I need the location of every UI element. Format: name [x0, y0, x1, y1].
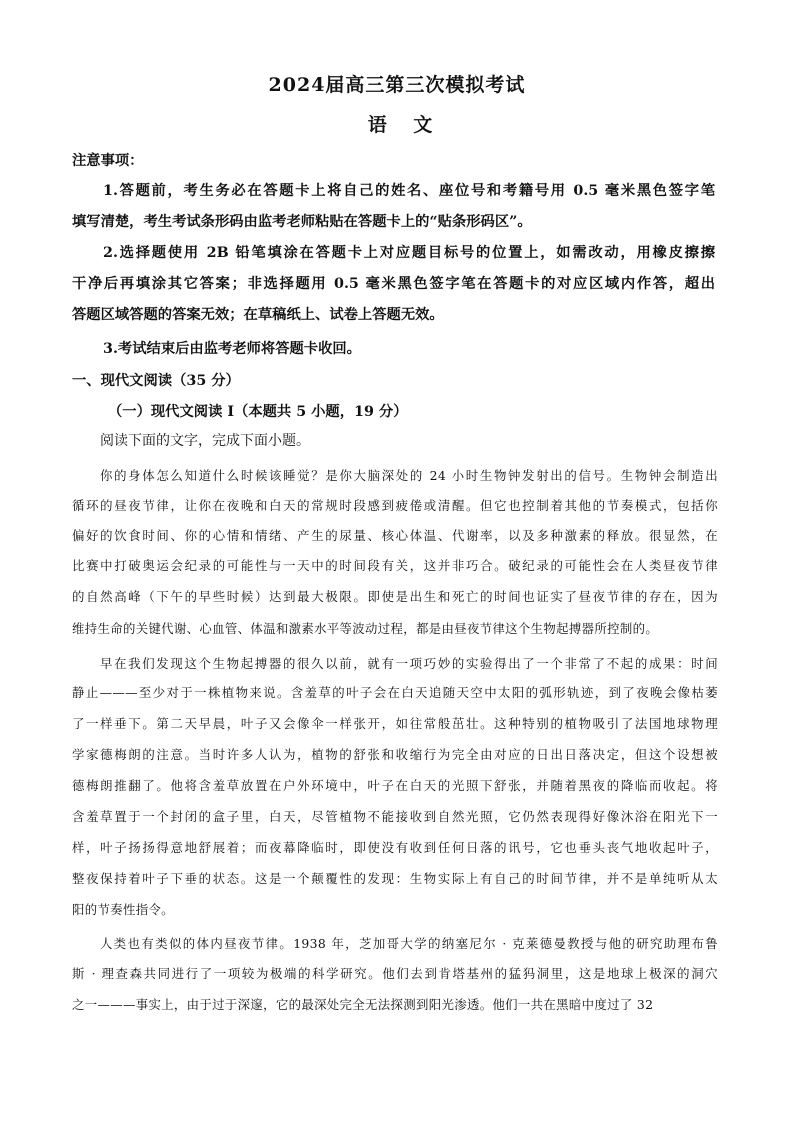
passage-line: 德梅朗推翻了。他将含羞草放置在户外环境中，叶子在白天的光照下舒张，并随着黑夜的降临而收起。将 [72, 778, 718, 793]
passage-line: 阳的节奏性指令。 [72, 902, 174, 917]
passage-line: 维持生命的关键代谢、心血管、体温和激素水平等波动过程，都是由昼夜节律这个生物起搏器所控制的。 [72, 621, 659, 636]
passage-line: 人类也有类似的体内昼夜节律。1938 年，芝加哥大学的纳塞尼尔 · 克莱德曼教授与他的研究助理布鲁 [100, 936, 718, 951]
notice-line: 1.答题前，考生务必在答题卡上将自己的姓名、座位号和考籍号用 0.5 毫米黑色签字笔 [103, 183, 715, 199]
section-heading: 一、现代文阅读（35 分） [72, 373, 240, 389]
passage-line: 之一———事实上，由于过于深邃，它的最深处完全无法探测到阳光渗透。他们一共在黑暗中度过了 32 [72, 997, 654, 1012]
exam-title: 2024届高三第三次模拟考试 [268, 74, 526, 96]
notice-line: 答题区域答题的答案无效；在草稿纸上、试卷上答题无效。 [72, 307, 444, 323]
passage-line: 循环的昼夜节律，让你在夜晚和白天的常规时段感到疲倦或清醒。但它也控制着其他的节奏模式，包括你 [72, 498, 718, 513]
notice-line: 2.选择题使用 2B 铅笔填涂在答题卡上对应题目标号的位置上，如需改动，用橡皮擦擦 [103, 245, 715, 261]
passage-line: 你的身体怎么知道什么时候该睡觉？是你大脑深处的 24 小时生物钟发射出的信号。生物钟会制造出 [100, 468, 718, 483]
passage-line: 早在我们发现这个生物起搏器的很久以前，就有一项巧妙的实验得出了一个非常了不起的成果：时间 [100, 656, 718, 671]
notice-line: 3.考试结束后由监考老师将答题卡收回。 [103, 341, 361, 357]
passage-line: 比赛中打破奥运会纪录的可能性与一天中的时间段有关，这并非巧合。破纪录的可能性会在人类昼夜节律 [72, 558, 718, 573]
passage-line: 静止———至少对于一株植物来说。含羞草的叶子会在白天追随天空中太阳的弧形轨迹，到了夜晚会像枯萎 [72, 685, 718, 700]
passage-line: 了一样垂下。第二天早晨，叶子又会像伞一样张开，如往常般茁壮。这种特别的植物吸引了法国地球物理 [72, 716, 718, 731]
passage-line: 样，叶子扬扬得意地舒展着；而夜幕降临时，即使没有收到任何日落的讯号，它也垂头丧气地收起叶子， [72, 840, 718, 855]
passage-line: 学家德梅朗的注意。当时许多人认为，植物的舒张和收缩行为完全由对应的日出日落决定，但这个设想被 [72, 747, 718, 762]
notice-line: 填写清楚，考生考试条形码由监考老师粘贴在答题卡上的“贴条形码区”。 [72, 214, 532, 230]
subject-title: 语 文 [367, 114, 443, 136]
notice-line: 干净后再填涂其它答案；非选择题用 0.5 毫米黑色签字笔在答题卡的对应区域内作答，超出 [72, 276, 715, 292]
passage-line: 含羞草置于一个封闭的盒子里，白天，尽管植物不能接收到自然光照，它仍然表现得好像沐浴在阳光下一 [72, 809, 718, 824]
reading-instruction: 阅读下面的文字，完成下面小题。 [100, 432, 310, 448]
passage-line: 的自然高峰（下午的早些时候）达到最大极限。即使是出生和死亡的时间也证实了昼夜节律的存在，因为 [72, 589, 718, 604]
passage-line: 偏好的饮食时间、你的心情和情绪、产生的尿量、核心体温、代谢率，以及多种激素的释放。很显然，在 [72, 528, 718, 543]
passage-line: 整夜保持着叶子下垂的状态。这是一个颠覆性的发现：生物实际上有自己的时间节律，并不是单纯听从太 [72, 871, 718, 886]
section-subheading: （一）现代文阅读 I（本题共 5 小题，19 分） [108, 404, 408, 420]
passage-line: 斯 · 理查森共同进行了一项较为极端的科学研究。他们去到肯塔基州的猛犸洞里，这是地球上极深的洞穴 [72, 966, 718, 981]
notice-heading: 注意事项： [72, 153, 144, 169]
